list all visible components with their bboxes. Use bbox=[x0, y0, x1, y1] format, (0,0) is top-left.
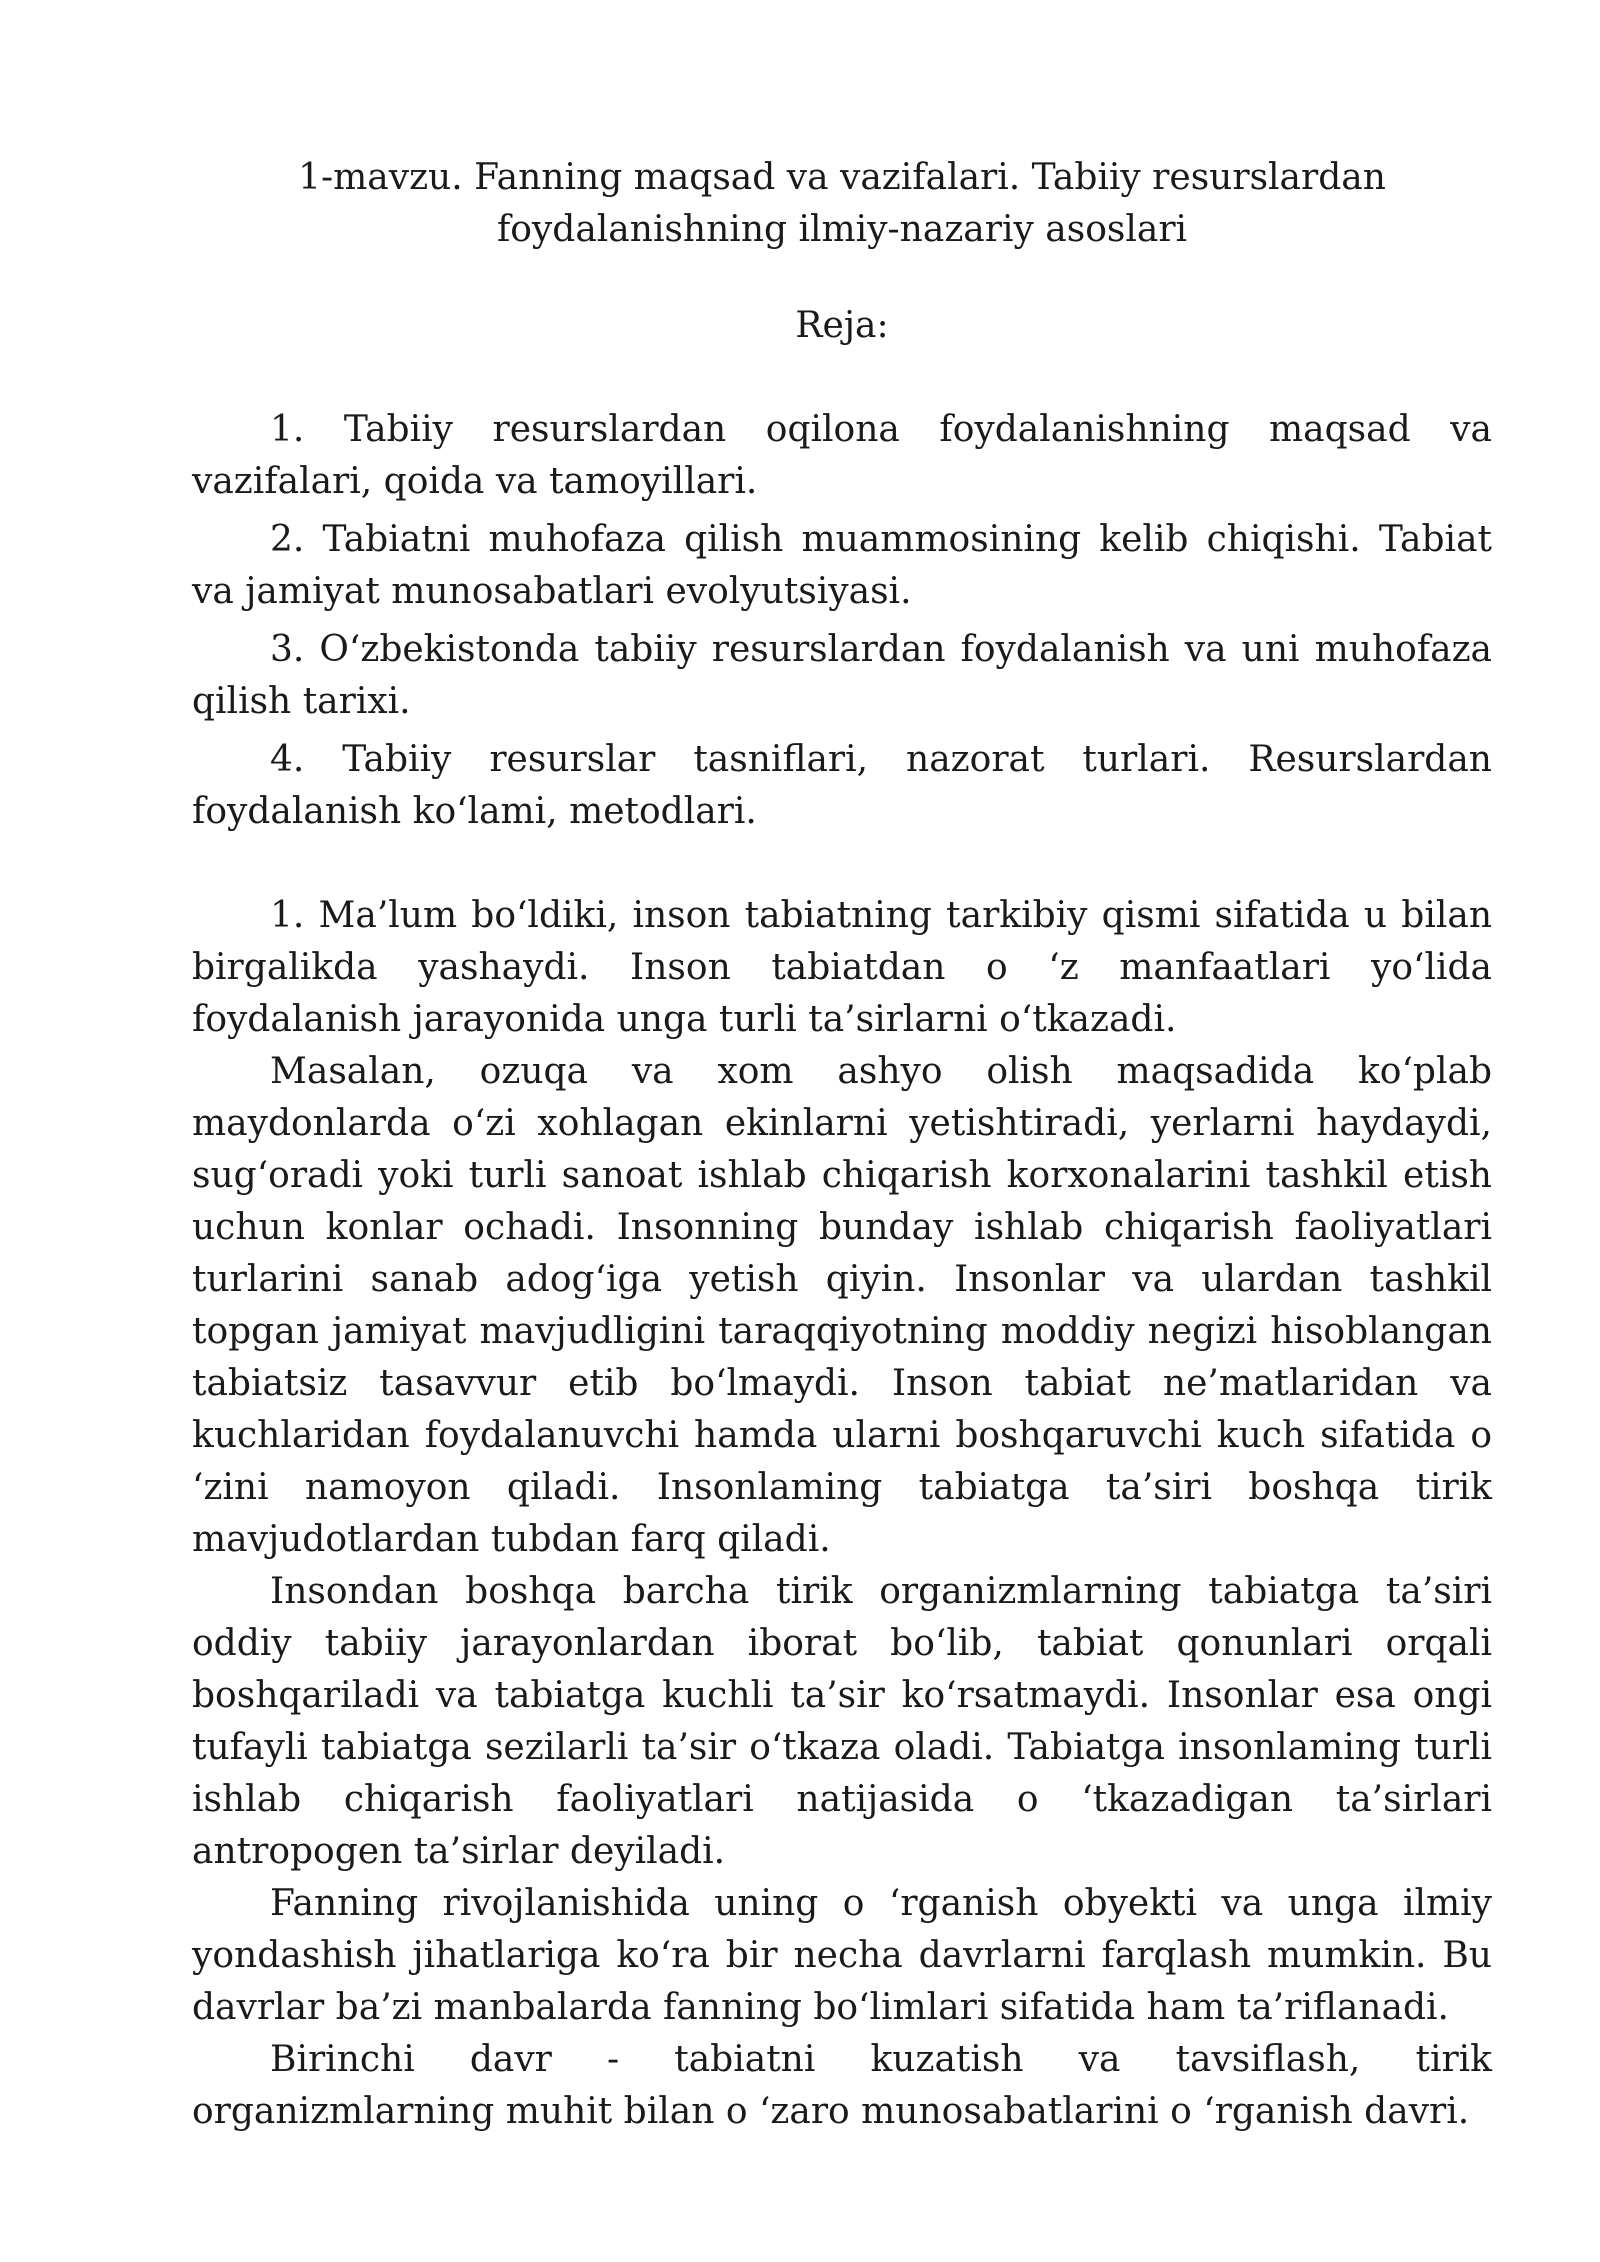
plan-heading: Reja: bbox=[795, 305, 889, 346]
plan-item: 2. Tabiatni muhofaza qilish muammosining kelib chiqishi. Tabiat va jamiyat munosabatlari evolyutsiyasi. bbox=[192, 519, 1492, 612]
plan-item: 4. Tabiiy resurslar tasniflari, nazorat turlari. Resurslardan foydalanish ko‘lami, metodlari. bbox=[192, 739, 1492, 832]
page-title bbox=[192, 152, 1492, 256]
paragraph: Insondan boshqa barcha tirik organizmlarning tabiatga ta’siri oddiy tabiiy jarayonlardan iborat bo‘lib, tabiat qonunlari orqali boshqariladi va tabiatga kuchli ta’sir ko‘rsatmaydi. Insonlar esa ongi tufayli tabiatga sezilarli ta’sir o‘tkaza oladi. Tabiatga insonlaming turli ishlab chiqarish faoliyatlari natijasida o ‘tkazadigan ta’sirlari antropogen ta’sirlar deyiladi. bbox=[192, 1571, 1492, 1872]
paragraph: 1. Ma’lum bo‘ldiki, inson tabiatning tarkibiy qismi sifatida u bilan birgalikda yashaydi. Inson tabiatdan o ‘z manfaatlari yo‘lida foydalanish jarayonida unga turli ta’sirlarni o‘tkazadi. bbox=[192, 895, 1492, 1040]
plan-item: 1. Tabiiy resurslardan oqilona foydalanishning maqsad va vazifalari, qoida va tamoyillari. bbox=[192, 409, 1492, 502]
title-line-1: 1-mavzu. Fanning maqsad va vazifalari. Tabiiy resurslardan bbox=[298, 157, 1386, 198]
document-page bbox=[192, 152, 1492, 2138]
paragraph: Fanning rivojlanishida uning o ‘rganish obyekti va unga ilmiy yondashish jihatlariga ko‘ra bir necha davrlarni farqlash mumkin. Bu davrlar ba’zi manbalarda fanning bo‘limlari sifatida ham ta’riflanadi. bbox=[192, 1883, 1492, 2028]
body-text bbox=[192, 890, 1492, 2138]
paragraph: Birinchi davr - tabiatni kuzatish va tavsiflash, tirik organizmlarning muhit bilan o ‘zaro munosabatlarini o ‘rganish davri. bbox=[192, 2039, 1492, 2132]
plan-list bbox=[192, 404, 1492, 838]
plan-item: 3. O‘zbekistonda tabiiy resurslardan foydalanish va uni muhofaza qilish tarixi. bbox=[192, 629, 1492, 722]
paragraph: Masalan, ozuqa va xom ashyo olish maqsadida ko‘plab maydonlarda o‘zi xohlagan ekinlarni yetishtiradi, yerlarni haydaydi, sug‘oradi yoki turli sanoat ishlab chiqarish korxonalarini tashkil etish uchun konlar ochadi. Insonning bunday ishlab chiqarish faoliyatlari turlarini sanab adog‘iga yetish qiyin. Insonlar va ulardan tashkil topgan jamiyat mavjudligini taraqqiyotning moddiy negizi hisoblangan tabiatsiz tasavvur etib bo‘lmaydi. Inson tabiat ne’matlaridan va kuchlaridan foydalanuvchi hamda ularni boshqaruvchi kuch sifatida o ‘zini namoyon qiladi. Insonlaming tabiatga ta’siri boshqa tirik mavjudotlardan tubdan farq qiladi. bbox=[192, 1051, 1492, 1560]
title-line-2: foydalanishning ilmiy-nazariy asoslari bbox=[496, 209, 1188, 250]
